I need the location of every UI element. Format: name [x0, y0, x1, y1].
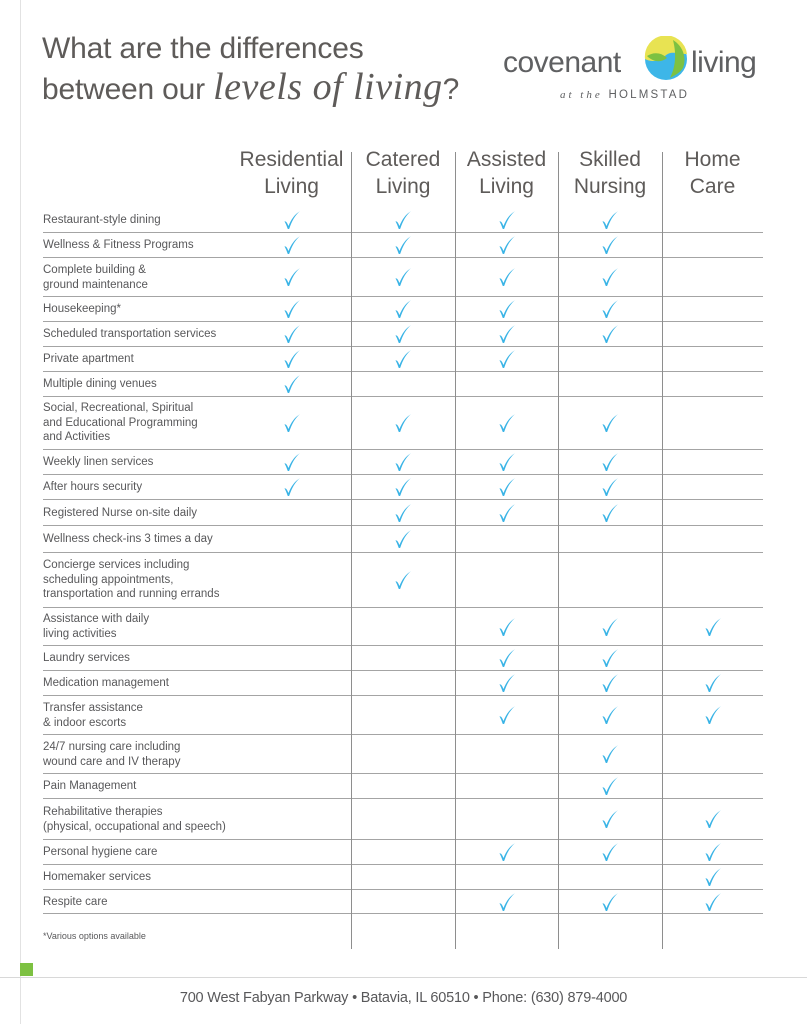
checkmark-icon	[394, 477, 412, 497]
checkmark-icon	[283, 235, 301, 255]
row-label	[43, 870, 151, 885]
row-label-line: Laundry services	[43, 652, 130, 664]
check-cell	[232, 696, 351, 734]
check-cell	[455, 608, 558, 645]
row-label-line: (physical, occupational and speech)	[43, 820, 226, 833]
check-cell	[351, 233, 455, 257]
table-row	[43, 526, 763, 553]
column-header-5	[656, 146, 769, 208]
check-cell	[232, 553, 351, 607]
check-cell	[662, 526, 763, 552]
check-cell	[662, 347, 763, 371]
row-label-line: Scheduled transportation services	[43, 328, 217, 340]
table-row	[43, 500, 763, 526]
leaf-circle-logo-icon	[643, 36, 689, 82]
check-cell	[455, 774, 558, 798]
row-label-line: Homemaker services	[43, 871, 151, 883]
checkmark-icon	[394, 503, 412, 523]
check-cell	[455, 553, 558, 607]
row-label-line: Registered Nurse on-site daily	[43, 507, 198, 519]
check-cell	[351, 865, 455, 889]
check-cell	[232, 865, 351, 889]
check-cell	[455, 840, 558, 864]
check-cell	[351, 347, 455, 371]
checkmark-icon	[601, 809, 619, 829]
table-row	[43, 696, 763, 735]
check-cell	[232, 646, 351, 670]
checkmark-icon	[601, 413, 619, 433]
checkmark-icon	[601, 776, 619, 796]
check-cell	[232, 450, 351, 474]
check-cell	[558, 297, 662, 321]
check-cell	[232, 799, 351, 839]
checkmark-icon	[283, 413, 301, 433]
column-header-1	[226, 146, 357, 208]
table-row	[43, 397, 763, 450]
row-label-line: 24/7 nursing care including	[43, 741, 181, 753]
checkmark-icon	[704, 842, 722, 862]
table-row	[43, 297, 763, 322]
check-cell	[662, 774, 763, 798]
row-label-line: Social, Recreational, Spiritual	[43, 402, 194, 414]
row-label	[43, 377, 157, 392]
row-label	[43, 895, 108, 910]
check-cell	[232, 526, 351, 552]
checkmark-icon	[394, 235, 412, 255]
column-header-text: Care	[689, 175, 736, 198]
check-cell	[662, 890, 763, 913]
check-cell	[662, 397, 763, 449]
logo-subtitle-prefix: at the	[560, 89, 609, 101]
checkmark-icon	[498, 235, 516, 255]
check-cell	[662, 322, 763, 346]
check-cell	[232, 475, 351, 499]
footer-divider	[0, 977, 807, 978]
row-label	[43, 506, 197, 521]
row-label	[43, 779, 136, 794]
row-label-line: transportation and running errands	[43, 588, 220, 601]
check-cell	[232, 258, 351, 296]
row-label-line: Concierge services including	[43, 559, 190, 571]
check-cell	[558, 397, 662, 449]
row-label	[43, 327, 216, 342]
check-cell	[351, 840, 455, 864]
check-cell	[351, 397, 455, 449]
row-label-line: Housekeeping*	[43, 303, 122, 315]
checkmark-icon	[498, 267, 516, 287]
check-cell	[351, 258, 455, 296]
check-cell	[662, 608, 763, 645]
table-row	[43, 774, 763, 799]
row-label	[43, 676, 169, 691]
checkmark-icon	[601, 744, 619, 764]
check-cell	[455, 865, 558, 889]
row-label	[43, 740, 180, 769]
column-header-text: Nursing	[573, 175, 647, 198]
brand-logo	[503, 36, 773, 106]
checkmark-icon	[498, 892, 516, 912]
check-cell	[455, 372, 558, 396]
check-cell	[351, 322, 455, 346]
table-row	[43, 347, 763, 372]
title-plain-text: between our	[42, 73, 214, 106]
check-cell	[662, 646, 763, 670]
row-label	[43, 352, 134, 367]
checkmark-icon	[394, 267, 412, 287]
checkmark-icon	[498, 349, 516, 369]
checkmark-icon	[394, 413, 412, 433]
row-label	[43, 263, 148, 292]
page-title	[42, 30, 459, 109]
check-cell	[455, 397, 558, 449]
title-question-mark: ?	[442, 73, 460, 106]
row-label-line: living activities	[43, 627, 117, 640]
check-cell	[351, 608, 455, 645]
checkmark-icon	[601, 324, 619, 344]
checkmark-icon	[601, 503, 619, 523]
check-cell	[662, 865, 763, 889]
check-cell	[662, 696, 763, 734]
table-row	[43, 450, 763, 475]
check-cell	[558, 799, 662, 839]
column-divider	[662, 152, 663, 949]
check-cell	[351, 735, 455, 773]
check-cell	[558, 890, 662, 913]
row-label	[43, 213, 161, 228]
checkmark-icon	[498, 705, 516, 725]
row-label-line: and Activities	[43, 431, 111, 444]
checkmark-icon	[601, 477, 619, 497]
checkmark-icon	[283, 267, 301, 287]
check-cell	[232, 322, 351, 346]
check-cell	[662, 475, 763, 499]
table-row	[43, 608, 763, 646]
row-label-line: Medication management	[43, 677, 169, 689]
table-row	[43, 208, 763, 233]
row-label	[43, 532, 213, 547]
row-label-line: ground maintenance	[43, 278, 148, 291]
check-cell	[455, 450, 558, 474]
check-cell	[558, 322, 662, 346]
row-label-line: Multiple dining venues	[43, 378, 157, 390]
check-cell	[351, 450, 455, 474]
row-label-line: Wellness & Fitness Programs	[43, 239, 194, 251]
checkmark-icon	[704, 867, 722, 887]
table-row	[43, 233, 763, 258]
row-label	[43, 612, 149, 641]
check-cell	[455, 347, 558, 371]
check-cell	[455, 322, 558, 346]
checkmark-icon	[601, 892, 619, 912]
check-cell	[232, 372, 351, 396]
check-cell	[455, 208, 558, 232]
check-cell	[558, 696, 662, 734]
row-label-line: and Educational Programming	[43, 416, 198, 429]
row-label	[43, 302, 121, 317]
column-header-text: Living	[479, 175, 534, 198]
checkmark-icon	[704, 673, 722, 693]
comparison-table	[43, 146, 763, 914]
table-row	[43, 646, 763, 671]
checkmark-icon	[704, 617, 722, 637]
check-cell	[662, 500, 763, 525]
column-header-3	[449, 146, 564, 208]
check-cell	[455, 297, 558, 321]
left-margin-rule	[20, 0, 21, 1024]
row-label-line: Assistance with daily	[43, 613, 150, 625]
row-label-line: Respite care	[43, 896, 108, 908]
checkmark-icon	[601, 842, 619, 862]
table-row	[43, 322, 763, 347]
check-cell	[351, 799, 455, 839]
checkmark-icon	[498, 299, 516, 319]
row-label-line: Personal hygiene care	[43, 846, 158, 858]
checkmark-icon	[283, 324, 301, 344]
check-cell	[232, 297, 351, 321]
checkmark-icon	[601, 210, 619, 230]
logo-word-covenant: covenant	[503, 46, 621, 79]
table-row	[43, 475, 763, 500]
row-label	[43, 651, 130, 666]
checkmark-icon	[704, 809, 722, 829]
column-header-text: Skilled	[579, 148, 641, 171]
check-cell	[558, 450, 662, 474]
check-cell	[558, 475, 662, 499]
check-cell	[351, 671, 455, 695]
check-cell	[455, 671, 558, 695]
check-cell	[558, 608, 662, 645]
checkmark-icon	[704, 705, 722, 725]
checkmark-icon	[601, 648, 619, 668]
check-cell	[351, 774, 455, 798]
row-label-line: wound care and IV therapy	[43, 755, 181, 768]
column-header-text: Home	[684, 148, 741, 171]
checkmark-icon	[394, 452, 412, 472]
check-cell	[351, 372, 455, 396]
check-cell	[662, 297, 763, 321]
column-header-row	[43, 146, 763, 208]
checkmark-icon	[601, 617, 619, 637]
check-cell	[662, 799, 763, 839]
check-cell	[351, 208, 455, 232]
check-cell	[351, 696, 455, 734]
checkmark-icon	[283, 349, 301, 369]
check-cell	[455, 735, 558, 773]
checkmark-icon	[283, 374, 301, 394]
check-cell	[558, 500, 662, 525]
check-cell	[232, 735, 351, 773]
check-cell	[351, 553, 455, 607]
column-header-text: Assisted	[466, 148, 547, 171]
footer-address: 700 West Fabyan Parkway • Batavia, IL 60510 • Phone: (630) 879-4000	[179, 990, 628, 1006]
check-cell	[558, 233, 662, 257]
check-cell	[232, 500, 351, 525]
row-label-line: Complete building &	[43, 264, 146, 276]
check-cell	[232, 608, 351, 645]
row-label-line: Pain Management	[43, 780, 137, 792]
check-cell	[455, 475, 558, 499]
logo-word-living: living	[691, 46, 757, 79]
check-cell	[558, 208, 662, 232]
row-label-line: Restaurant-style dining	[43, 214, 161, 226]
column-header-text: Living	[264, 175, 319, 198]
checkmark-icon	[498, 842, 516, 862]
row-label-line: scheduling appointments,	[43, 573, 174, 586]
check-cell	[351, 646, 455, 670]
row-label-line: Private apartment	[43, 353, 134, 365]
checkmark-icon	[394, 529, 412, 549]
row-label-line: Wellness check-ins 3 times a day	[43, 533, 213, 545]
check-cell	[662, 233, 763, 257]
check-cell	[558, 553, 662, 607]
checkmark-icon	[704, 892, 722, 912]
checkmark-icon	[498, 324, 516, 344]
check-cell	[232, 671, 351, 695]
check-cell	[232, 208, 351, 232]
column-header-text: Residential	[239, 148, 344, 171]
footnote: *Various options available	[43, 931, 146, 941]
table-row	[43, 840, 763, 865]
check-cell	[558, 865, 662, 889]
check-cell	[558, 347, 662, 371]
checkmark-icon	[394, 570, 412, 590]
check-cell	[232, 890, 351, 913]
column-header-2	[345, 146, 461, 208]
logo-subtitle	[560, 89, 689, 101]
title-line-2	[42, 68, 459, 109]
table-row	[43, 735, 763, 774]
check-cell	[662, 735, 763, 773]
row-label-line: Weekly linen services	[43, 456, 154, 468]
check-cell	[662, 553, 763, 607]
check-cell	[351, 890, 455, 913]
check-cell	[351, 297, 455, 321]
checkmark-icon	[601, 235, 619, 255]
check-cell	[662, 372, 763, 396]
check-cell	[232, 347, 351, 371]
check-cell	[455, 500, 558, 525]
check-cell	[455, 233, 558, 257]
checkmark-icon	[394, 299, 412, 319]
checkmark-icon	[394, 210, 412, 230]
row-label	[43, 805, 226, 834]
accent-square	[20, 963, 33, 976]
row-label	[43, 845, 157, 860]
check-cell	[455, 258, 558, 296]
row-label	[43, 401, 198, 445]
checkmark-icon	[498, 477, 516, 497]
checkmark-icon	[601, 299, 619, 319]
checkmark-icon	[498, 648, 516, 668]
check-cell	[455, 799, 558, 839]
checkmark-icon	[498, 413, 516, 433]
check-cell	[662, 840, 763, 864]
row-label-line: After hours security	[43, 481, 143, 493]
table-row	[43, 865, 763, 890]
check-cell	[455, 696, 558, 734]
check-cell	[455, 890, 558, 913]
checkmark-icon	[498, 617, 516, 637]
table-body	[43, 208, 763, 914]
checkmark-icon	[601, 452, 619, 472]
table-row	[43, 258, 763, 297]
title-script-text: levels of living	[213, 66, 443, 108]
checkmark-icon	[498, 210, 516, 230]
check-cell	[558, 372, 662, 396]
check-cell	[232, 397, 351, 449]
check-cell	[662, 208, 763, 232]
checkmark-icon	[394, 349, 412, 369]
checkmark-icon	[601, 267, 619, 287]
checkmark-icon	[498, 673, 516, 693]
check-cell	[232, 233, 351, 257]
check-cell	[232, 840, 351, 864]
row-label-line: Rehabilitative therapies	[43, 806, 163, 818]
logo-subtitle-name: HOLMSTAD	[608, 89, 690, 101]
checkmark-icon	[283, 299, 301, 319]
check-cell	[351, 526, 455, 552]
check-cell	[232, 774, 351, 798]
check-cell	[558, 840, 662, 864]
column-header-4	[552, 146, 668, 208]
checkmark-icon	[498, 452, 516, 472]
check-cell	[558, 258, 662, 296]
column-header-text: Catered	[365, 148, 441, 171]
column-header-text: Living	[375, 175, 431, 198]
check-cell	[662, 258, 763, 296]
checkmark-icon	[601, 705, 619, 725]
check-cell	[558, 735, 662, 773]
check-cell	[455, 526, 558, 552]
check-cell	[351, 475, 455, 499]
check-cell	[558, 526, 662, 552]
check-cell	[558, 671, 662, 695]
row-label-line: & indoor escorts	[43, 716, 127, 729]
row-label	[43, 455, 153, 470]
checkmark-icon	[498, 503, 516, 523]
check-cell	[662, 671, 763, 695]
row-label	[43, 480, 142, 495]
row-label-line: Transfer assistance	[43, 702, 143, 714]
row-label	[43, 701, 143, 730]
checkmark-icon	[283, 210, 301, 230]
checkmark-icon	[601, 673, 619, 693]
checkmark-icon	[283, 477, 301, 497]
table-row	[43, 553, 763, 608]
check-cell	[558, 646, 662, 670]
table-row	[43, 372, 763, 397]
column-divider	[351, 152, 352, 949]
title-line-1: What are the differences	[42, 32, 364, 65]
row-label	[43, 558, 219, 602]
row-label	[43, 238, 194, 253]
check-cell	[662, 450, 763, 474]
column-divider	[558, 152, 559, 949]
checkmark-icon	[283, 452, 301, 472]
checkmark-icon	[394, 324, 412, 344]
check-cell	[455, 646, 558, 670]
table-row	[43, 671, 763, 696]
table-row	[43, 890, 763, 914]
table-row	[43, 799, 763, 840]
check-cell	[351, 500, 455, 525]
column-divider	[455, 152, 456, 949]
check-cell	[558, 774, 662, 798]
